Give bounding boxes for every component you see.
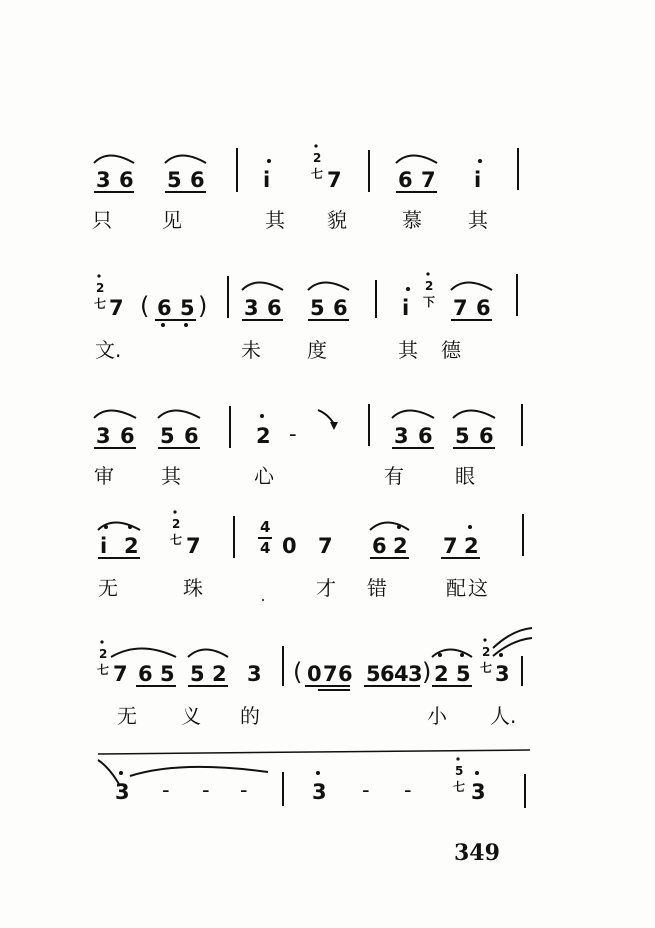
note: 6 <box>398 168 413 192</box>
slur <box>432 650 472 658</box>
slur <box>158 411 200 419</box>
lyric: 人. <box>490 704 517 728</box>
grace-note: 2 <box>482 645 491 659</box>
octave-dot <box>475 771 479 775</box>
lyric: 其 <box>161 464 181 488</box>
note: 3 <box>312 780 327 804</box>
arrow-head <box>330 422 338 430</box>
bar-line <box>375 280 377 318</box>
note: 7 <box>318 534 333 558</box>
low-octave-dot <box>161 323 165 327</box>
slur <box>188 650 228 658</box>
octave-dot <box>468 525 472 529</box>
lyric: 慕 <box>402 208 422 232</box>
dash: - <box>362 778 370 802</box>
grace-mark: 七 <box>94 297 107 311</box>
lyric: 其 <box>398 338 418 362</box>
octave-dot <box>456 757 459 760</box>
paren-close: ) <box>198 292 208 320</box>
note: 6 <box>380 662 395 686</box>
slur <box>493 628 532 648</box>
lyric: 未 <box>241 338 261 362</box>
note: 0 <box>307 662 322 686</box>
note: 7 <box>443 534 458 558</box>
note: 6 <box>138 662 153 686</box>
octave-dot <box>97 274 100 277</box>
note: 6 <box>372 534 387 558</box>
bar-line <box>368 404 370 446</box>
note: 3 <box>96 168 111 192</box>
slur <box>370 523 409 531</box>
bar-line <box>282 646 284 686</box>
bar-line <box>233 516 235 558</box>
slur <box>94 156 134 164</box>
time-sig-top: 4 <box>260 518 271 536</box>
lyric: 见 <box>162 208 182 232</box>
lyric: 文. <box>95 338 122 362</box>
lyric: 审 <box>94 464 114 488</box>
paren-open: ( <box>293 658 303 686</box>
bar-line <box>227 276 229 318</box>
octave-dot <box>426 272 429 275</box>
arrow <box>318 410 334 424</box>
time-sig-bottom: 4 <box>260 539 271 557</box>
note: 5 <box>310 296 325 320</box>
note: i <box>100 534 108 558</box>
note: 3 <box>495 662 510 686</box>
note: 2 <box>393 534 408 558</box>
note: 6 <box>157 296 172 320</box>
grace-note: 2 <box>172 517 181 531</box>
lyric: 珠 <box>183 576 203 600</box>
bar-line <box>522 514 524 556</box>
low-octave-dot <box>184 323 188 327</box>
bar-line <box>521 404 523 446</box>
slur <box>308 283 349 291</box>
note: 7 <box>186 534 201 558</box>
octave-dot <box>260 414 264 418</box>
bar-line <box>368 150 370 192</box>
lyric: 其 <box>265 208 285 232</box>
dash: - <box>202 778 210 802</box>
note: 7 <box>453 296 468 320</box>
note: 7 <box>113 662 128 686</box>
note: 2 <box>212 662 227 686</box>
note: 6 <box>479 424 494 448</box>
slur <box>111 649 176 658</box>
grace-note: 2 <box>96 281 105 295</box>
note: 6 <box>184 424 199 448</box>
octave-dot <box>478 159 482 163</box>
note: 3 <box>115 780 130 804</box>
bar-line <box>517 148 519 190</box>
grace-mark: 七 <box>311 167 324 181</box>
slur <box>98 523 140 531</box>
slur <box>165 156 206 164</box>
lyric: 德 <box>441 338 461 362</box>
note: 4 <box>394 662 409 686</box>
note: 7 <box>109 296 124 320</box>
slur <box>130 767 268 776</box>
grace-note: 2 <box>99 647 108 661</box>
note: i <box>402 296 410 320</box>
lyric: 无 <box>98 576 118 600</box>
octave-dot <box>438 653 442 657</box>
note: i <box>263 168 271 192</box>
grace-note: 2 <box>425 279 434 293</box>
note: 6 <box>120 424 135 448</box>
dash: - <box>404 778 412 802</box>
note: 6 <box>119 168 134 192</box>
note: 5 <box>180 296 195 320</box>
octave-dot <box>314 144 317 147</box>
note: 7 <box>323 662 338 686</box>
note: 7 <box>421 168 436 192</box>
note: 3 <box>408 662 423 686</box>
note: 6 <box>333 296 348 320</box>
lyric: 眼 <box>455 464 475 488</box>
note: i <box>474 168 482 192</box>
note: 3 <box>96 424 111 448</box>
note: 5 <box>366 662 381 686</box>
note: 6 <box>190 168 205 192</box>
octave-dot <box>316 771 320 775</box>
note: 2 <box>434 662 449 686</box>
bar-line <box>521 656 523 686</box>
lyric: 有 <box>384 464 404 488</box>
slur <box>396 156 437 164</box>
grace-mark: 七 <box>170 533 183 547</box>
note: 0 <box>282 534 297 558</box>
note: 5 <box>456 662 471 686</box>
lyric: 才 <box>316 576 336 600</box>
page-number: 349 <box>454 840 500 866</box>
note: 6 <box>418 424 433 448</box>
grace-note: 5 <box>455 764 464 778</box>
octave-dot <box>460 653 464 657</box>
lyric: 错 <box>367 576 387 600</box>
slur <box>94 411 136 419</box>
octave-dot <box>397 525 401 529</box>
note: 6 <box>267 296 282 320</box>
lyric: 的 <box>240 704 260 728</box>
dash: - <box>240 778 248 802</box>
grace-mark: 七 <box>453 780 466 794</box>
lyric: 配 <box>446 576 466 600</box>
paren-close: ) <box>422 658 432 686</box>
note: 2 <box>124 534 139 558</box>
slur <box>392 411 434 419</box>
lyric: 义 <box>181 704 201 728</box>
octave-dot <box>104 525 108 529</box>
grace-note: 2 <box>313 151 322 165</box>
bar-line <box>229 406 231 448</box>
slur <box>242 283 283 291</box>
slur <box>493 638 532 656</box>
lyric: 度 <box>307 338 327 362</box>
print-speck <box>262 599 264 601</box>
note: 5 <box>167 168 182 192</box>
grace-mark: 七 <box>480 661 493 675</box>
note: 6 <box>338 662 353 686</box>
note: 2 <box>256 424 271 448</box>
bar-line <box>524 774 526 808</box>
octave-dot <box>173 510 176 513</box>
dash: - <box>162 778 170 802</box>
note: 6 <box>476 296 491 320</box>
note: 5 <box>160 662 175 686</box>
lyric: 其 <box>468 208 488 232</box>
note: 2 <box>464 534 479 558</box>
slur <box>451 283 492 291</box>
lyric: 这 <box>468 576 488 600</box>
octave-dot <box>128 525 132 529</box>
dash: - <box>289 422 297 446</box>
bar-line <box>282 772 284 806</box>
octave-dot <box>119 771 123 775</box>
note: 3 <box>471 780 486 804</box>
note: 3 <box>244 296 259 320</box>
lyric: 心 <box>254 464 274 488</box>
separator-line <box>98 750 530 754</box>
note: 5 <box>190 662 205 686</box>
paren-open: ( <box>140 292 150 320</box>
grace-mark: 下 <box>423 295 436 309</box>
grace-mark: 七 <box>97 663 110 677</box>
lyric: 无 <box>117 704 137 728</box>
slur <box>453 411 495 419</box>
octave-dot <box>483 638 486 641</box>
lyric: 只 <box>92 208 112 232</box>
note: 3 <box>247 662 262 686</box>
bar-line <box>516 274 518 316</box>
bar-line <box>236 148 238 192</box>
lyric: 貌 <box>327 208 347 232</box>
octave-dot <box>406 287 410 291</box>
octave-dot <box>499 653 503 657</box>
octave-dot <box>100 640 103 643</box>
note: 5 <box>455 424 470 448</box>
lyric: 小 <box>427 704 447 728</box>
note: 3 <box>394 424 409 448</box>
octave-dot <box>267 159 271 163</box>
note: 5 <box>160 424 175 448</box>
note: 7 <box>327 168 342 192</box>
